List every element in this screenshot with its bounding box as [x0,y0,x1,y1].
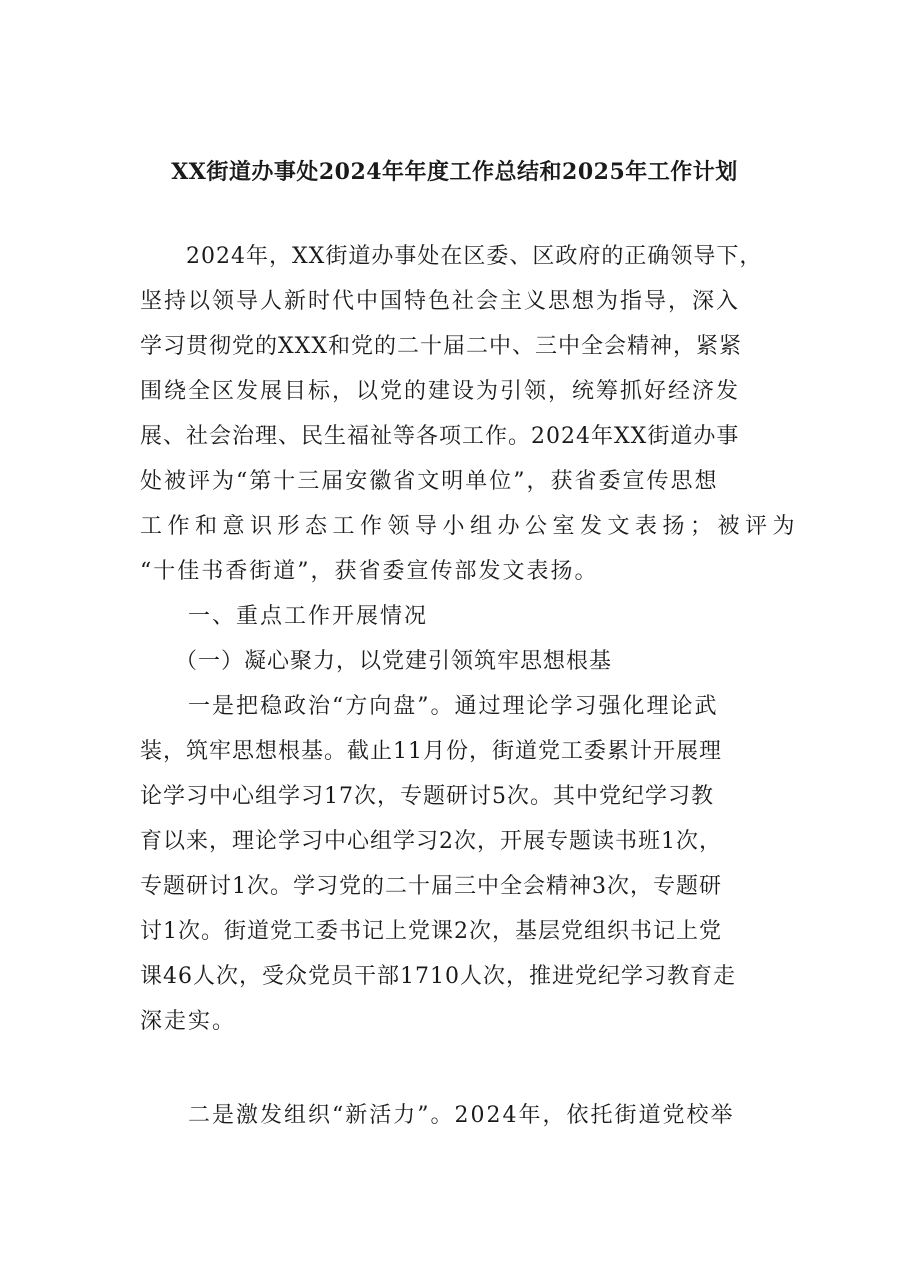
paragraph-line: 论学习中心组学习17次，专题研讨5次。其中党纪学习教 [140,784,714,809]
paragraph-line: 2024年，XX街道办事处在区委、区政府的正确领导下， [140,244,763,269]
paragraph-spacer [140,1044,790,1093]
paragraph-line: 装，筑牢思想根基。截止11月份，街道党工委累计开展理 [140,739,722,764]
paragraph-line: 处被评为“第十三届安徽省文明单位”，获省委宣传思想 [140,469,719,494]
paragraph-line: 展、社会治理、民生福祉等各项工作。2024年XX街道办事 [140,424,740,449]
paragraph-line: 学习贯彻党的XXX和党的二十届二中、三中全会精神，紧紧 [140,334,742,359]
body-paragraph [140,684,790,1044]
paragraph-line: 育以来，理论学习中心组学习2次，开展专题读书班1次， [140,829,722,854]
paragraph-line: 深走实。 [140,1009,237,1034]
subsection-heading: （一）凝心聚力，以党建引领筑牢思想根基 [140,649,613,674]
section-heading: 一、重点工作开展情况 [140,604,429,629]
paragraph-line: 二是激发组织“新活力”。2024年，依托街道党校举 [140,1103,735,1128]
document-title: XX街道办事处2024年年度工作总结和2025年工作计划 [171,159,738,185]
intro-paragraph [140,234,801,594]
paragraph-line: 一是把稳政治“方向盘”。通过理论学习强化理论武 [140,694,719,719]
paragraph-line: 工作和意识形态工作领导小组办公室发文表扬；被评为 [140,514,801,539]
paragraph-line: 讨1次。街道党工委书记上党课2次，基层党组织书记上党 [140,919,722,944]
paragraph-line: 围绕全区发展目标，以党的建设为引领，统筹抓好经济发 [140,379,741,404]
paragraph-line: 专题研讨1次。学习党的二十届三中全会精神3次，专题研 [140,874,722,899]
paragraph-line: 课46人次，受众党员干部1710人次，推进党纪学习教育走 [140,964,736,989]
paragraph-line: “十佳书香街道”，获省委宣传部发文表扬。 [140,559,599,584]
document-body [140,234,801,1138]
paragraph-line: 坚持以领导人新时代中国特色社会主义思想为指导，深入 [140,289,741,314]
